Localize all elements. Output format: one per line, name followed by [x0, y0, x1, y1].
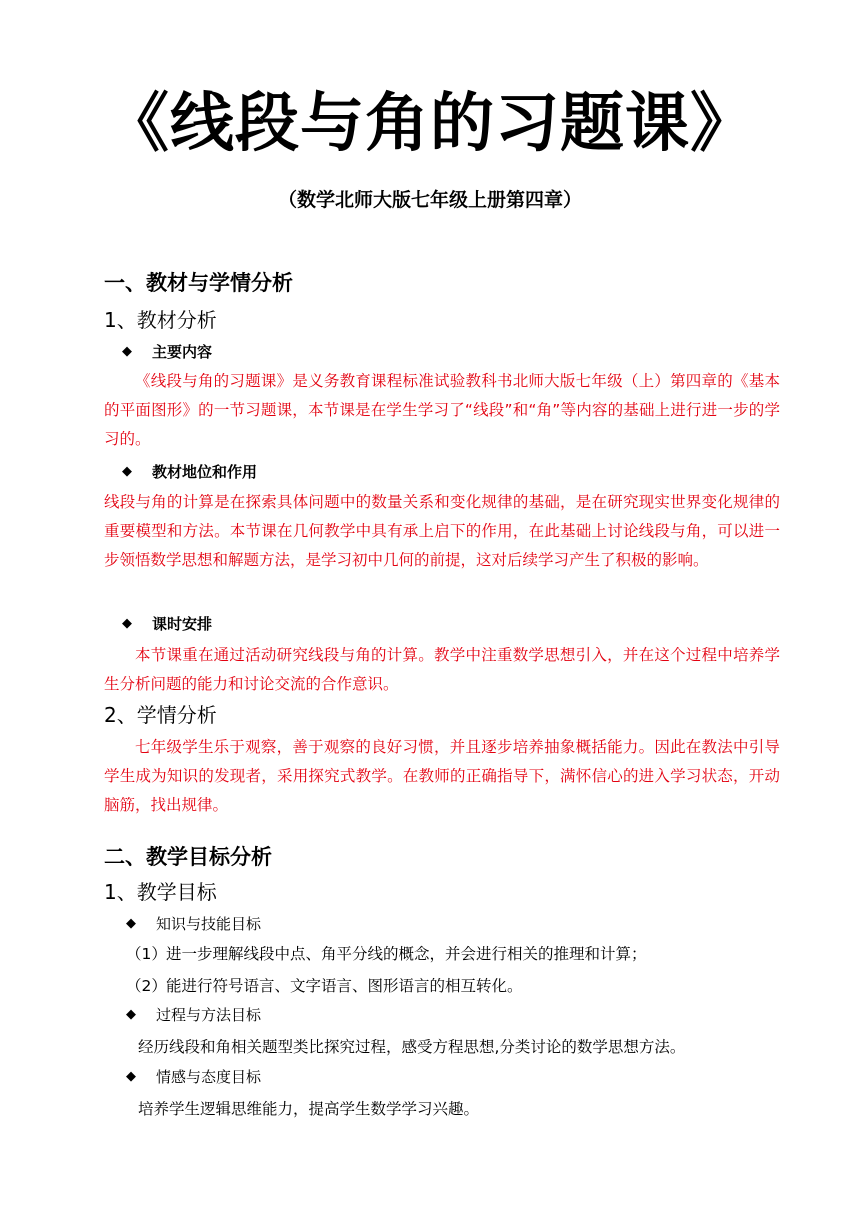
- bullet-label: 教材地位和作用: [152, 463, 258, 481]
- section-heading-objectives: 二、教学目标分析: [104, 845, 272, 869]
- paragraph-process-method: 经历线段和角相关题型类比探究过程，感受方程思想,分类讨论的数学思想方法。: [138, 1038, 686, 1056]
- document-title: 《线段与角的习题课》: [105, 87, 755, 161]
- diamond-bullet-icon: ◆: [122, 616, 132, 631]
- bullet-label: 知识与技能目标: [156, 915, 262, 933]
- diamond-bullet-icon: ◆: [122, 344, 132, 359]
- paragraph-material-role: 线段与角的计算是在探索具体问题中的数量关系和变化规律的基础，是在研究现实世界变化规律的重要模型和方法。本节课在几何教学中具有承上启下的作用，在此基础上讨论线段与角，可以进一步领悟数学思想和解题方法，是学习初中几何的前提，这对后续学习产生了积极的影响。: [104, 493, 780, 569]
- goal-item-number: （2）: [126, 977, 167, 995]
- goal-item-text: 进一步理解线段中点、角平分线的概念，并会进行相关的推理和计算；: [166, 945, 647, 963]
- goal-item-2: [126, 972, 523, 1000]
- paragraph-students: 七年级学生乐于观察，善于观察的良好习惯，并且逐步培养抽象概括能力。因此在教法中引导学生成为知识的发现者，采用探究式教学。在教师的正确指导下，满怀信心的进入学习状态，开动脑筋，找出规律。: [104, 738, 780, 814]
- goal-item-text: 能进行符号语言、文字语言、图形语言的相互转化。: [166, 977, 523, 995]
- bullet-material-role: [122, 460, 257, 484]
- bullet-emotion-attitude: [126, 1065, 261, 1089]
- subsection-heading-students: 2、学情分析: [104, 703, 217, 727]
- subsection-heading-goals: 1、教学目标: [104, 880, 217, 904]
- bullet-label: 情感与态度目标: [156, 1068, 262, 1086]
- bullet-schedule: [122, 612, 212, 636]
- bullet-label: 过程与方法目标: [156, 1006, 262, 1024]
- bullet-process-method: [126, 1003, 261, 1027]
- diamond-bullet-icon: ◆: [126, 1069, 136, 1084]
- bullet-label: 课时安排: [152, 615, 213, 633]
- bullet-knowledge-skills: [126, 912, 261, 936]
- bullet-main-content: [122, 340, 212, 364]
- paragraph-main-content: 《线段与角的习题课》是义务教育课程标准试验教科书北师大版七年级（上）第四章的《基本的平面图形》的一节习题课，本节课是在学生学习了“线段”和“角”等内容的基础上进行进一步的学习的。: [104, 372, 780, 448]
- section-heading-analysis: 一、教材与学情分析: [104, 271, 293, 295]
- diamond-bullet-icon: ◆: [126, 916, 136, 931]
- diamond-bullet-icon: ◆: [122, 464, 132, 479]
- paragraph-emotion-attitude: 培养学生逻辑思维能力，提高学生数学学习兴趣。: [138, 1100, 480, 1118]
- bullet-label: 主要内容: [152, 343, 213, 361]
- goal-item-number: （1）: [126, 945, 167, 963]
- document-subtitle: （数学北师大版七年级上册第四章）: [277, 189, 582, 211]
- subsection-heading-material: 1、教材分析: [104, 308, 217, 332]
- goal-item-1: [126, 940, 647, 968]
- diamond-bullet-icon: ◆: [126, 1007, 136, 1022]
- paragraph-schedule: 本节课重在通过活动研究线段与角的计算。教学中注重数学思想引入，并在这个过程中培养学生分析问题的能力和讨论交流的合作意识。: [104, 646, 780, 693]
